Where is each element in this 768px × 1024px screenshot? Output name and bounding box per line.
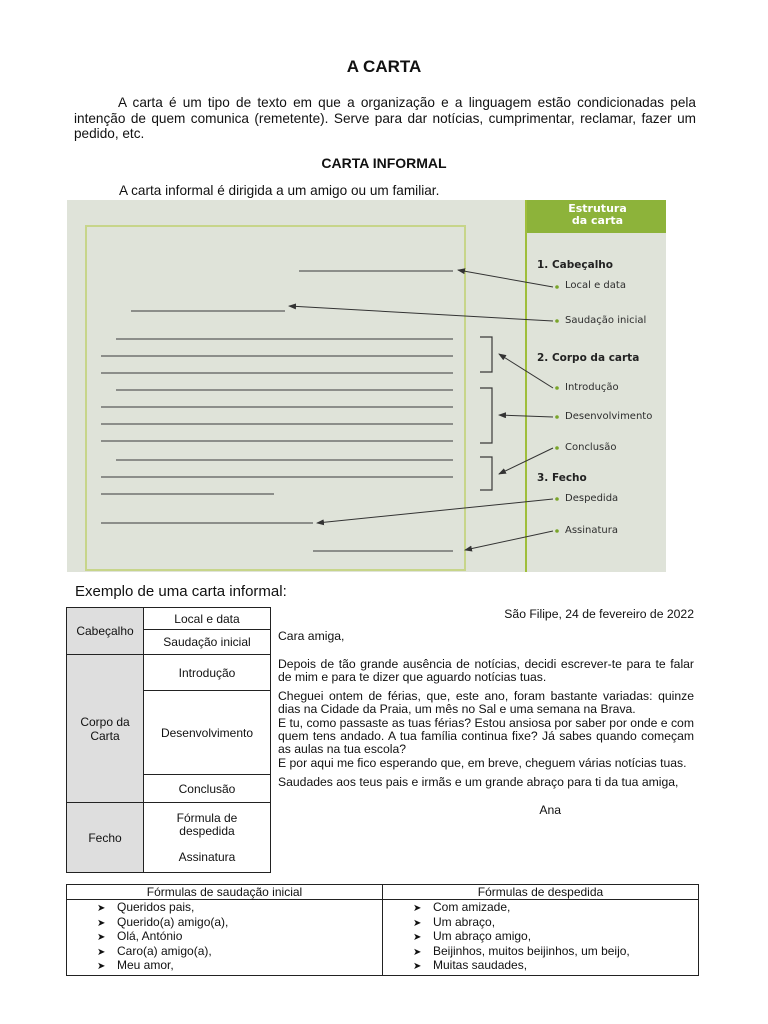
formulas-header-saudacao: Fórmulas de saudação inicial <box>67 885 383 900</box>
arrow-bullet-icon: ➤ <box>97 932 106 943</box>
informal-description: A carta informal é dirigida a um amigo ou um familiar. <box>119 183 440 198</box>
formulas-header-despedida: Fórmulas de despedida <box>383 885 699 900</box>
intro-paragraph: A carta é um tipo de texto em que a organização e a linguagem estão condicionadas pela intenção de quem comunica (remetente). Serve para dar notícias, cumprimentar, reclamar, fazer um pedido, etc. <box>74 95 696 141</box>
list-item: ➤ Muitas saudades, <box>413 958 528 972</box>
structure-header-line2: da carta <box>571 214 624 227</box>
arrow-bullet-icon: ➤ <box>97 961 106 972</box>
arrow-bullet-icon: ➤ <box>97 917 106 929</box>
letter-greeting: Cara amiga, <box>278 629 345 644</box>
list-item: ➤ Um abraço, <box>413 914 496 929</box>
list-item: ➤ Beijinhos, muitos beijinhos, um beijo, <box>413 943 630 958</box>
example-letter <box>278 605 694 818</box>
dot-marker <box>555 446 559 450</box>
list-item: ➤ Queridos pais, <box>97 900 195 914</box>
table-cell-desenvolvimento: Desenvolvimento <box>144 691 271 775</box>
page-title: A CARTA <box>346 57 422 76</box>
list-item: ➤ Caro(a) amigo(a), <box>97 943 212 958</box>
list-item: ➤ Querido(a) amigo(a), <box>97 914 229 929</box>
bracket-introducao <box>480 337 492 372</box>
structure-section-corpo: 2. Corpo da carta <box>537 352 640 364</box>
section-title-informal: CARTA INFORMAL <box>321 155 447 171</box>
structure-item-despedida: Despedida <box>565 493 619 504</box>
structure-item-assinatura: Assinatura <box>565 525 619 536</box>
arrow-bullet-icon: ➤ <box>97 946 106 958</box>
dot-marker <box>555 319 559 323</box>
arrow-bullet-icon: ➤ <box>413 917 422 929</box>
arrow-saudacao <box>289 306 553 321</box>
letter-paragraph: E tu, como passaste as tuas férias? Estou ansiosa por saber por onde e com quem tens andado. A tua família continua fixe? Já sabes quando começam as aulas na tua escola? <box>278 715 694 757</box>
dot-marker <box>555 497 559 501</box>
example-title: Exemplo de uma carta informal: <box>75 583 287 600</box>
structure-item-local-data: Local e data <box>565 280 626 291</box>
letter-structure-figure <box>67 200 666 572</box>
letter-paragraph: Saudades aos teus pais e irmãs e um grande abraço para ti da tua amiga, <box>278 774 679 789</box>
dot-marker <box>555 529 559 533</box>
table-cell-cabecalho: Cabeçalho <box>67 608 144 655</box>
letter-paragraph: Depois de tão grande ausência de notícias, decidi escrever-te para te falar de mim e para te dizer que aguardo notícias tuas. <box>278 656 694 684</box>
arrow-despedida <box>317 499 553 523</box>
letter-paragraph: Cheguei ontem de férias, que, este ano, foram bastante variadas: quinze dias na Cidade da Praia, um mês no Sal e uma semana na Brava. <box>278 689 694 717</box>
saudacao-list <box>67 900 382 975</box>
bracket-conclusao <box>480 457 492 490</box>
bracket-desenvolvimento <box>480 388 492 443</box>
table-cell-conclusao: Conclusão <box>144 775 271 803</box>
table-cell-formula-despedida: Fórmula de despedida <box>176 810 238 838</box>
dot-marker <box>555 285 559 289</box>
letter-date: São Filipe, 24 de fevereiro de 2022 <box>504 607 694 621</box>
table-cell-introducao: Introdução <box>144 655 271 691</box>
list-item: ➤ Meu amor, <box>97 958 174 972</box>
table-cell-fecho: Fecho <box>67 803 144 873</box>
arrow-conclusao <box>499 448 553 474</box>
table-cell-saudacao: Saudação inicial <box>144 630 271 655</box>
arrow-desenvolvimento <box>499 415 553 417</box>
structure-header-line1: Estrutura <box>568 202 627 215</box>
formulas-table <box>66 884 699 976</box>
structure-item-conclusao: Conclusão <box>565 442 617 453</box>
structure-section-cabecalho: 1. Cabeçalho <box>537 259 613 271</box>
arrow-bullet-icon: ➤ <box>413 946 422 958</box>
list-item: ➤ Um abraço amigo, <box>413 929 532 943</box>
formulas-despedida-cell <box>383 900 699 976</box>
arrow-assinatura <box>465 531 553 550</box>
arrow-bullet-icon: ➤ <box>413 932 422 943</box>
letter-signature: Ana <box>539 803 561 818</box>
table-cell-corpo: Corpo da Carta <box>67 655 144 803</box>
arrow-bullet-icon: ➤ <box>413 903 422 914</box>
arrow-bullet-icon: ➤ <box>413 961 422 972</box>
arrow-bullet-icon: ➤ <box>97 903 106 914</box>
formulas-saudacao-cell <box>67 900 383 976</box>
letter-paragraph: E por aqui me fico esperando que, em breve, cheguem várias notícias tuas. <box>278 755 687 770</box>
structure-section-fecho: 3. Fecho <box>537 472 587 484</box>
list-item: ➤ Olá, António <box>97 929 183 943</box>
despedida-list <box>383 900 698 975</box>
structure-item-desenvolvimento: Desenvolvimento <box>565 411 653 422</box>
list-item: ➤ Com amizade, <box>413 900 511 914</box>
table-cell-assinatura: Assinatura <box>178 849 236 864</box>
table-cell-fecho-items <box>144 803 271 873</box>
dot-marker <box>555 386 559 390</box>
letter-structure-table <box>66 607 271 873</box>
arrow-local-data <box>458 270 553 287</box>
dot-marker <box>555 415 559 419</box>
structure-item-introducao: Introdução <box>565 382 619 393</box>
table-cell-local-data: Local e data <box>144 608 271 630</box>
structure-item-saudacao: Saudação inicial <box>565 315 647 326</box>
